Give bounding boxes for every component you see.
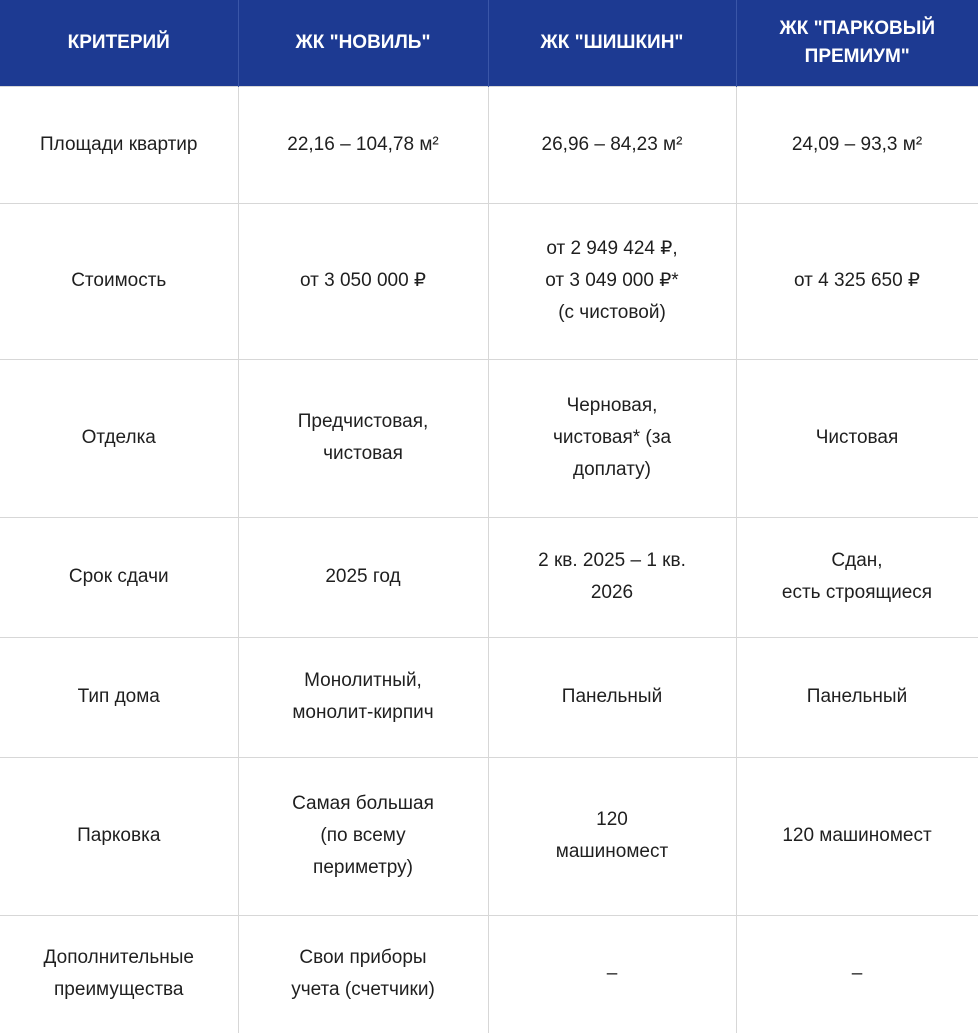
row-criterion: Срок сдачи [0, 517, 238, 637]
table-row [0, 359, 978, 517]
table-row [0, 757, 978, 915]
cell-parkovy-premium: Чистовая [736, 359, 978, 517]
row-criterion: Тип дома [0, 637, 238, 757]
row-criterion: Отделка [0, 359, 238, 517]
row-criterion: Стоимость [0, 203, 238, 359]
cell-novil: 22,16 – 104,78 м² [238, 86, 488, 203]
cell-parkovy-premium: Сдан, есть строящиеся [736, 517, 978, 637]
cell-novil: 2025 год [238, 517, 488, 637]
header-shishkin: ЖК "ШИШКИН" [488, 0, 736, 86]
cell-novil: Самая большая (по всему периметру) [238, 757, 488, 915]
row-criterion: Дополнительные преимущества [0, 915, 238, 1033]
cell-novil: Свои приборы учета (счетчики) [238, 915, 488, 1033]
row-criterion: Парковка [0, 757, 238, 915]
cell-parkovy-premium: Панельный [736, 637, 978, 757]
cell-shishkin: Панельный [488, 637, 736, 757]
cell-novil: Монолитный, монолит-кирпич [238, 637, 488, 757]
table-body [0, 86, 978, 1033]
table-row [0, 86, 978, 203]
table-row [0, 517, 978, 637]
cell-parkovy-premium: 120 машиномест [736, 757, 978, 915]
cell-shishkin: Черновая, чистовая* (за доплату) [488, 359, 736, 517]
cell-shishkin: 120 машиномест [488, 757, 736, 915]
header-row [0, 0, 978, 86]
table-row [0, 915, 978, 1033]
cell-parkovy-premium: 24,09 – 93,3 м² [736, 86, 978, 203]
table-row [0, 203, 978, 359]
header-criterion: КРИТЕРИЙ [0, 0, 238, 86]
cell-parkovy-premium: от 4 325 650 ₽ [736, 203, 978, 359]
table-header [0, 0, 978, 86]
cell-novil: от 3 050 000 ₽ [238, 203, 488, 359]
row-criterion: Площади квартир [0, 86, 238, 203]
header-parkovy-premium: ЖК "ПАРКОВЫЙ ПРЕМИУМ" [736, 0, 978, 86]
table-row [0, 637, 978, 757]
cell-shishkin: 26,96 – 84,23 м² [488, 86, 736, 203]
cell-shishkin: – [488, 915, 736, 1033]
cell-parkovy-premium: – [736, 915, 978, 1033]
header-novil: ЖК "НОВИЛЬ" [238, 0, 488, 86]
cell-shishkin: от 2 949 424 ₽, от 3 049 000 ₽* (с чистовой) [488, 203, 736, 359]
cell-shishkin: 2 кв. 2025 – 1 кв. 2026 [488, 517, 736, 637]
cell-novil: Предчистовая, чистовая [238, 359, 488, 517]
